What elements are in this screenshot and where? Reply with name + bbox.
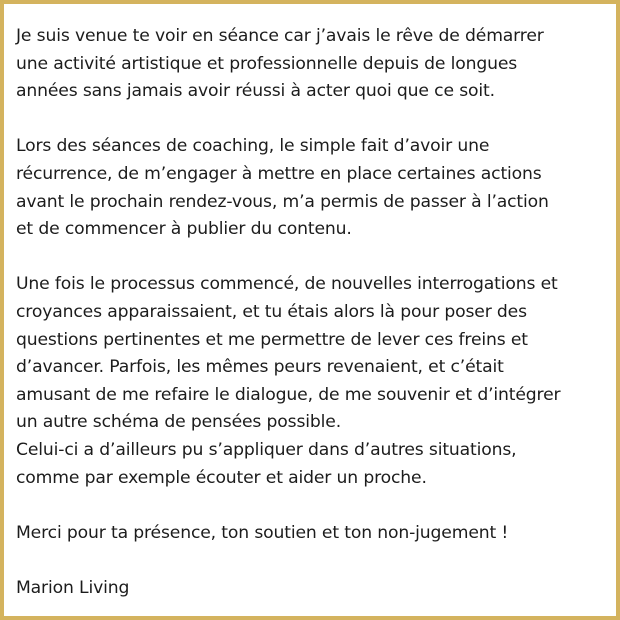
text-line: récurrence, de m’engager à mettre en place certaines actions bbox=[16, 163, 542, 184]
text-line: questions pertinentes et me permettre de lever ces freins et bbox=[16, 329, 528, 350]
text-line: un autre schéma de pensées possible. bbox=[16, 412, 342, 433]
text-line: Celui-ci a d’ailleurs pu s’appliquer dans d’autres situations, bbox=[16, 439, 517, 460]
thanks-line: Merci pour ta présence, ton soutien et ton non-jugement ! bbox=[16, 522, 509, 543]
testimonial-text bbox=[16, 23, 612, 602]
text-line: Lors des séances de coaching, le simple fait d’avoir une bbox=[16, 136, 490, 157]
text-line: Je suis venue te voir en séance car j’avais le rêve de démarrer bbox=[16, 26, 544, 46]
paragraph-gap bbox=[16, 492, 612, 520]
text-line: et de commencer à publier du contenu. bbox=[16, 219, 352, 240]
text-line: avant le prochain rendez-vous, m’a permis de passer à l’action bbox=[16, 191, 549, 212]
text-line: une activité artistique et professionnelle depuis de longues bbox=[16, 53, 518, 74]
paragraph-gap bbox=[16, 106, 612, 134]
text-line: comme par exemple écouter et aider un proche. bbox=[16, 467, 427, 488]
paragraph-gap bbox=[16, 244, 612, 272]
text-line: années sans jamais avoir réussi à acter quoi que ce soit. bbox=[16, 81, 495, 102]
text-line: Une fois le processus commencé, de nouvelles interrogations et bbox=[16, 274, 558, 295]
text-line: croyances apparaissaient, et tu étais alors là pour poser des bbox=[16, 301, 527, 322]
paragraph-gap bbox=[16, 547, 612, 575]
text-line: amusant de me refaire le dialogue, de me souvenir et d’intégrer bbox=[16, 384, 561, 405]
text-line: d’avancer. Parfois, les mêmes peurs revenaient, et c’était bbox=[16, 357, 504, 378]
signature: Marion Living bbox=[16, 577, 130, 598]
